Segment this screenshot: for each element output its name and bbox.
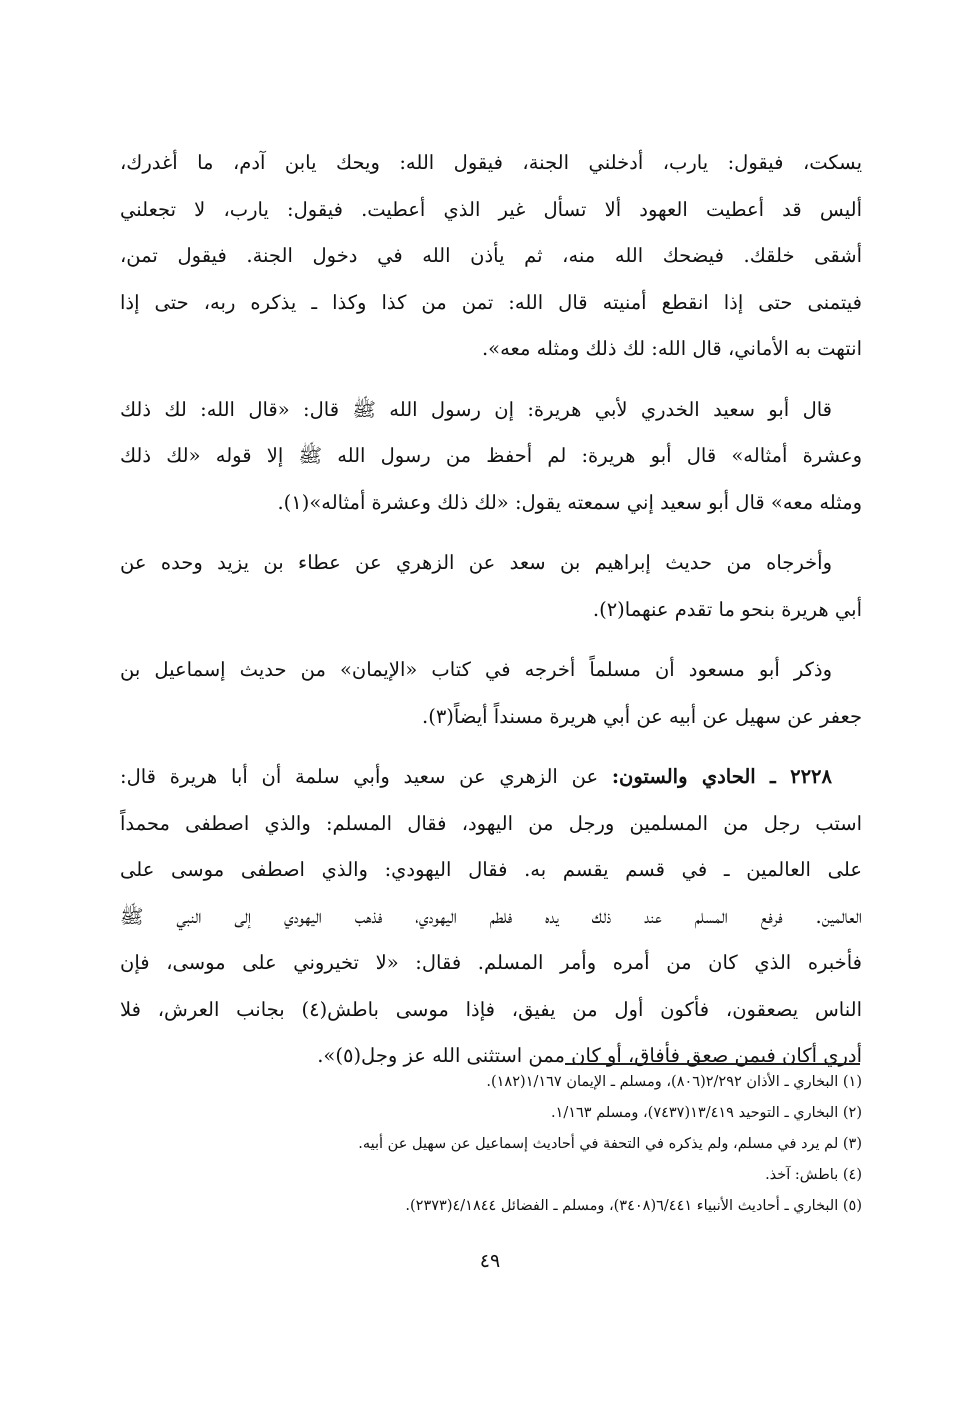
footnote-5: (٥) البخاري ـ أحاديث الأنبياء ٦/٤٤١(٣٤٠٨)، ومسلم ـ الفضائل ٤/١٨٤٤(٢٣٧٣). [405, 1198, 862, 1214]
text-line: جعفر عن سهيل عن أبيه عن أبي هريرة مسنداً أيضاً(٣). [422, 704, 862, 728]
footnotes [200, 1067, 862, 1222]
text-line: أليس قد أعطيت العهود ألا تسأل غير الذي أعطيت. فيقول: يارب، لا تجعلني [120, 197, 862, 221]
paragraph-3 [120, 540, 862, 633]
hadith-heading: ٢٢٢٨ ـ الحادي والستون: [611, 765, 832, 788]
text-line: العالمين. فرفع المسلم عند ذلك يده فلطم اليهودي، فذهب اليهودي إلى النبي ﷺ [120, 904, 862, 928]
text-line: أدري أكان فيمن صعق فأفاق، أو كان ممن استثنى الله عز وجل(٥)». [317, 1044, 862, 1067]
text-line: وأخرجاه من حديث إبراهيم بن سعد عن الزهري عن عطاء بن يزيد وحده عن [120, 551, 832, 574]
text-line: وذكر أبو مسعود أن مسلماً أخرجه في كتاب «الإيمان» من حديث إسماعيل بن [120, 658, 832, 681]
text-line: يسكت، فيقول: يارب، أدخلني الجنة، فيقول الله: ويحك يابن آدم، ما أغدرك، [120, 151, 862, 174]
paragraph-4 [120, 647, 862, 740]
footnote-2: (٢) البخاري ـ التوحيد ١٣/٤١٩(٧٤٣٧)، ومسلم ١/١٦٣. [550, 1105, 862, 1121]
text-line: أبي هريرة بنحو ما تقدم عنهما(٢). [592, 597, 862, 621]
footnote-1: (١) البخاري ـ الأذان ٢/٢٩٢(٨٠٦)، ومسلم ـ الإيمان ١/١٦٧(١٨٢). [486, 1074, 862, 1090]
text-line: ومثله معه» قال أبو سعيد إني سمعته يقول: «لك ذلك وعشرة أمثاله»(١). [277, 490, 862, 514]
text-line: الناس يصعقون، فأكون أول من يفيق، فإذا موسى باطش(٤) بجانب العرش، فلا [120, 997, 862, 1021]
main-text [120, 140, 862, 1094]
text-line: فيتمنى حتى إذا انقطع أمنيته قال الله: تمن من كذا وكذا ـ يذكره ربه، حتى إذا [120, 290, 862, 314]
text-line: فأخبره الذي كان من أمره وأمر المسلم. فقال: «لا تخيروني على موسى، فإن [120, 951, 862, 974]
text-line [120, 754, 862, 801]
page-number: ٤٩ [479, 1250, 501, 1272]
hadith-entry [120, 754, 862, 1080]
text-line: انتهت به الأماني، قال الله: لك ذلك ومثله معه». [481, 337, 862, 360]
text-line: وعشرة أمثاله» قال أبو هريرة: لم أحفظ من رسول الله ﷺ إلا قوله «لك ذلك [120, 444, 862, 467]
paragraph-2 [120, 387, 862, 527]
text-span: عن الزهري عن سعيد وأبي سلمة أن أبا هريرة قال: [120, 765, 612, 788]
footnote-divider [565, 1063, 860, 1065]
text-line: استب رجل من المسلمين ورجل من اليهود، فقال المسلم: والذي اصطفى محمداً [120, 811, 862, 835]
footnote-4: (٤) باطش: آخذ. [765, 1167, 862, 1183]
text-line: أشقى خلقك. فيضحك الله منه، ثم يأذن الله في دخول الجنة. فيقول تمن، [120, 244, 862, 267]
paragraph-1 [120, 140, 862, 373]
text-line: قال أبو سعيد الخدري لأبي هريرة: إن رسول الله ﷺ قال: «قال الله: لك ذلك [120, 397, 832, 421]
text-line: على العالمين ـ في قسم يقسم به. فقال اليهودي: والذي اصطفى موسى على [120, 858, 862, 881]
footnote-3: (٣) لم يرد في مسلم، ولم يذكره في التحفة في أحاديث إسماعيل عن سهيل عن أبيه. [358, 1136, 862, 1152]
